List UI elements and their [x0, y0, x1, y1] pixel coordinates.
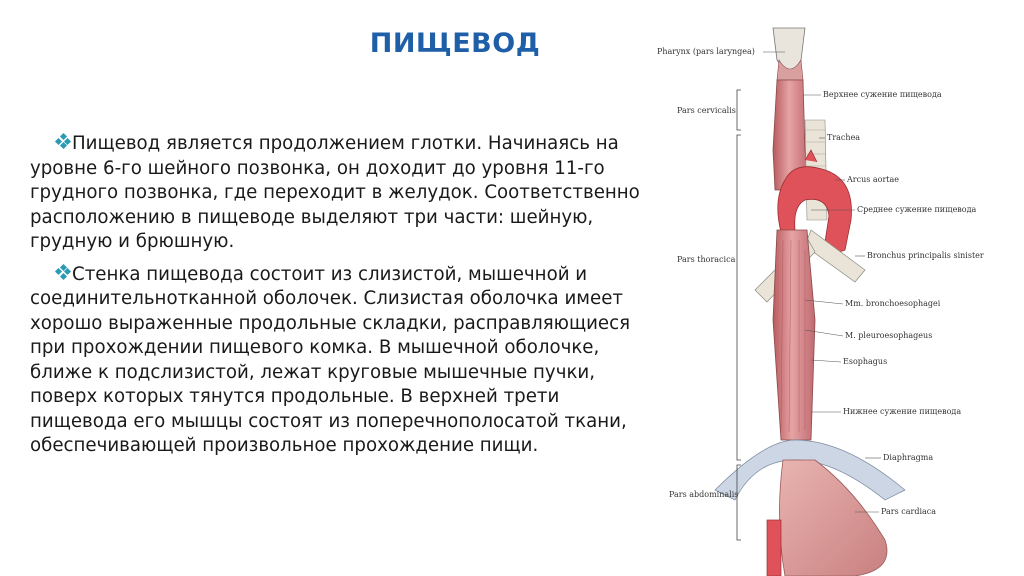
text-body [30, 132, 655, 467]
paragraph-2-text: Стенка пищевода состоит из слизистой, мышечной и соединительнотканной оболочек. Слизистая оболочка имеет хорошо выраженные продольные складки, расправляющиеся при прохождении пищевого комка. В мышечной оболочке, ближе к подслизистой, лежат круговые мышечные пучки, поверх которых тянутся продольные. В верхней трети пищевода его мышцы состоят из поперечнополосатой ткани, обеспечивающей произвольное прохождение пищи. [30, 263, 631, 456]
label-mm-bronchoesophagei: Mm. bronchoesophagei [845, 299, 941, 308]
label-pars-thoracica: Pars thoracica [677, 255, 736, 264]
label-bronchus: Bronchus principalis sinister [867, 251, 984, 260]
label-pars-abdominalis: Pars abdominalis [669, 490, 739, 499]
paragraph-2 [30, 263, 655, 459]
esophagus-anatomy-figure [655, 20, 1024, 576]
label-pars-cardiaca: Pars cardiaca [881, 507, 937, 516]
diamond-bullet-icon [56, 134, 70, 148]
label-lower-narrowing: Нижнее сужение пищевода [843, 407, 962, 416]
label-diaphragma: Diaphragma [883, 453, 934, 462]
label-pharynx: Pharynx (pars laryngea) [657, 47, 755, 56]
label-m-pleuroesophageus: M. pleuroesophageus [845, 331, 933, 340]
page-title: ПИЩЕВОД [369, 28, 541, 59]
paragraph-1-text: Пищевод является продолжением глотки. Начинаясь на уровне 6-го шейного позвонка, он доходит до уровня 11-го грудного позвонка, где переходит в желудок. Соответственно расположению в пищеводе выделяют три части: шейную, грудную и брюшную. [30, 133, 640, 252]
label-arcus-aortae: Arcus aortae [847, 175, 900, 184]
label-upper-narrowing: Верхнее сужение пищевода [823, 90, 942, 99]
diamond-bullet-icon [56, 265, 70, 279]
label-middle-narrowing: Среднее сужение пищевода [857, 205, 977, 214]
label-trachea: Trachea [827, 133, 861, 142]
label-esophagus: Esophagus [843, 357, 888, 366]
label-pars-cervicalis: Pars cervicalis [677, 106, 736, 115]
paragraph-1 [30, 132, 655, 255]
